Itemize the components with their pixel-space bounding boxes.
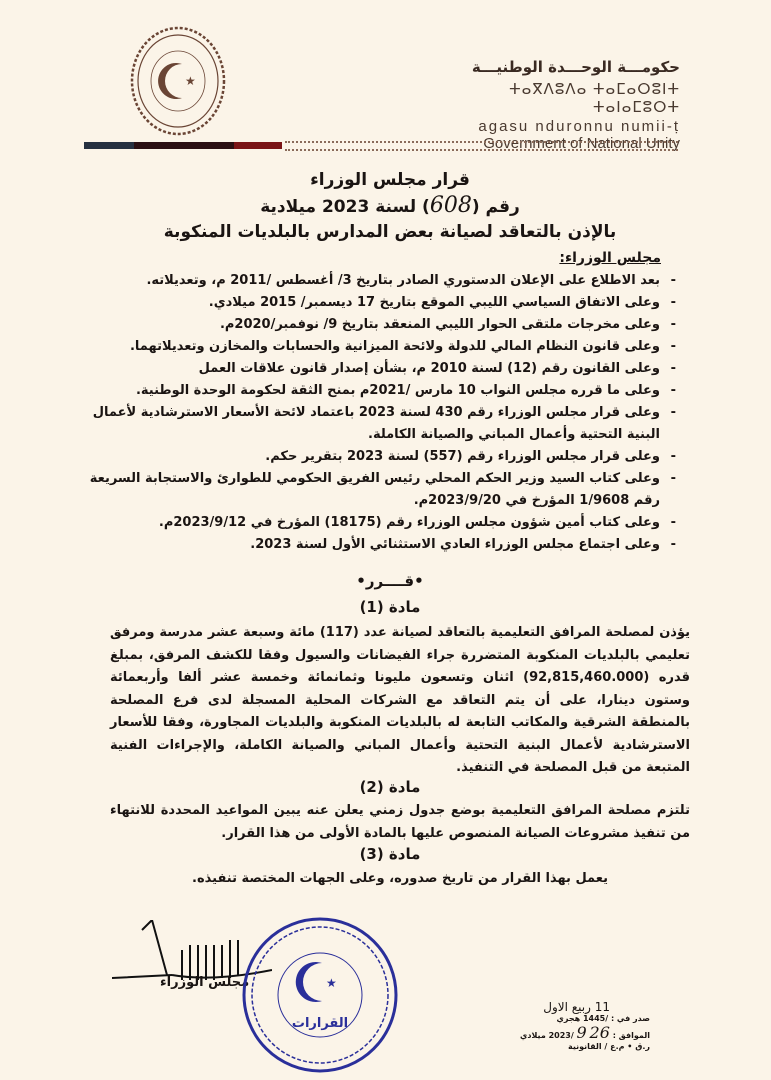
preamble-item: - وعلى قرار مجلس الوزراء رقم (557) لسنة 2023 بتقرير حكم. <box>76 446 676 468</box>
article-1-body: يؤذن لمصلحة المرافق التعليمية بالتعاقد لصيانة عدد (117) مائة وسبعة عشر مدرسة ومرفق تعليمي بالبلديات المنكوبة المتضررة جراء الفيضانات والسيول وفقا للكشف المرفق، بمبلغ قدره (92,815,460.000) اثنان وتسعون مليونا وثمانمائة وخمسة عشر ألفا وأربعمائة وستون دينارا، على أن يتم التعاقد مع الشركات المحلية المسجلة لدى فرع المصلحة بالمنطقة الشرقية والمكاتب التابعة له بالبلديات المنكوبة والبلديات المجاورة، وفقا للأسعار الاسترشادية لأعمال البنية التحتية وأعمال المباني والصيانة الكاملة، والإجراءات الفنية المتبعة من قبل المصلحة في التنفيذ. <box>110 625 690 775</box>
title-line-1: قرار مجلس الوزراء <box>310 170 470 190</box>
title-line-2: رقم (608) لسنة 2023 ميلادية <box>260 193 520 218</box>
amazigh-government-name: agasu nduronnu numii-ṭ <box>478 118 680 135</box>
preamble-item: - وعلى قرار مجلس الوزراء رقم 430 لسنة 2023 باعتماد لائحة الأسعار الاسترشادية لأعمال البنية التحتية وأعمال المباني والصيانة الكاملة. <box>76 402 676 446</box>
preamble-item: - وعلى كتاب السيد وزير الحكم المحلي رئيس الفريق الحكومي للطوارئ والاستجابة السريعة رقم 1/9608 المؤرخ في 2023/9/20م. <box>76 468 676 512</box>
article-3-body: يعمل بهذا القرار من تاريخ صدوره، وعلى الجهات المختصة تنفيذه. <box>192 871 608 886</box>
article-2-body: تلتزم مصلحة المرافق التعليمية بوضع جدول زمني يعلن عنه يبين المواعيد المحددة للانتهاء من تنفيذ مشروعات الصيانة المنصوص عليها بالمادة الأولى من هذا القرار. <box>110 803 690 841</box>
preamble-item: - بعد الاطلاع على الإعلان الدستوري الصادر بتاريخ 3/ أغسطس /2011 م، وتعديلاته. <box>76 270 676 292</box>
decree-title <box>90 168 690 245</box>
signature-label: مجلس الوزراء <box>160 975 250 990</box>
council-heading: مجلس الوزراء: <box>559 250 661 266</box>
hijri-handwritten: 11 ربيع الاول <box>543 1000 610 1014</box>
article-3-heading: مادة (3) <box>359 845 421 863</box>
government-name-block <box>440 58 680 152</box>
svg-text:★: ★ <box>326 976 337 990</box>
header-divider <box>84 142 678 149</box>
crescent-star-icon <box>296 962 337 1002</box>
reference-line: ر.ق • م.ع / القانونية <box>568 1042 650 1051</box>
article-2-heading: مادة (2) <box>359 778 421 796</box>
english-government-name: Government of National Unity <box>483 135 680 152</box>
preamble-item: - وعلى الاتفاق السياسي الليبي الموقع بتاريخ 17 ديسمبر/ 2015 ميلادي. <box>76 292 676 314</box>
preamble-list <box>76 270 676 556</box>
svg-text:★: ★ <box>185 74 196 88</box>
preamble-item: - وعلى اجتماع مجلس الوزراء العادي الاستثنائي الأول لسنة 2023. <box>76 534 676 556</box>
preamble-item: - وعلى مخرجات ملتقى الحوار الليبي المنعقد بتاريخ 9/ نوفمبر/2020م. <box>76 314 676 336</box>
gregorian-month: 9 <box>576 1023 587 1042</box>
title-line-3: بالإذن بالتعاقد لصيانة بعض المدارس بالبلديات المنكوبة <box>163 222 617 242</box>
hijri-line: صدر في : /1445 هجري <box>556 1014 650 1023</box>
preamble-item: - وعلى قانون النظام المالي للدولة ولائحة الميزانية والحسابات والمخازن وتعديلاتهما. <box>76 336 676 358</box>
government-emblem <box>130 26 226 136</box>
decree-word: •قــــرر• <box>356 572 424 590</box>
date-block <box>470 1000 650 1051</box>
arabic-government-name: حكومـــة الوحـــدة الوطنيـــة <box>471 58 680 76</box>
preamble-item: - وعلى القانون رقم (12) لسنة 2010 م، بشأن إصدار قانون علاقات العمل <box>76 358 676 380</box>
preamble-item: - وعلى كتاب أمين شؤون مجلس الوزراء رقم (18175) المؤرخ في 2023/9/12م. <box>76 512 676 534</box>
decree-number: 608 <box>429 193 472 218</box>
crescent-star-icon <box>158 63 196 99</box>
stamp-center-text: القرارات <box>291 1016 349 1031</box>
gregorian-line: الموافق : 26 9 /2023 ميلادي <box>520 1023 650 1042</box>
preamble-item: - وعلى ما قرره مجلس النواب 10 مارس /2021م بمنح الثقة لحكومة الوحدة الوطنية. <box>76 380 676 402</box>
tifinagh-government-name: ⵜⴰⴳⴷⵓⴷⴰ ⵜⴰⵎⴰⵔⵓⵏⵜ ⵜⴰⵏⴰⵎⵓⵔⵜ <box>509 80 680 116</box>
article-1-heading: مادة (1) <box>359 598 421 616</box>
gregorian-day: 26 <box>589 1023 610 1042</box>
official-stamp <box>240 915 400 1075</box>
